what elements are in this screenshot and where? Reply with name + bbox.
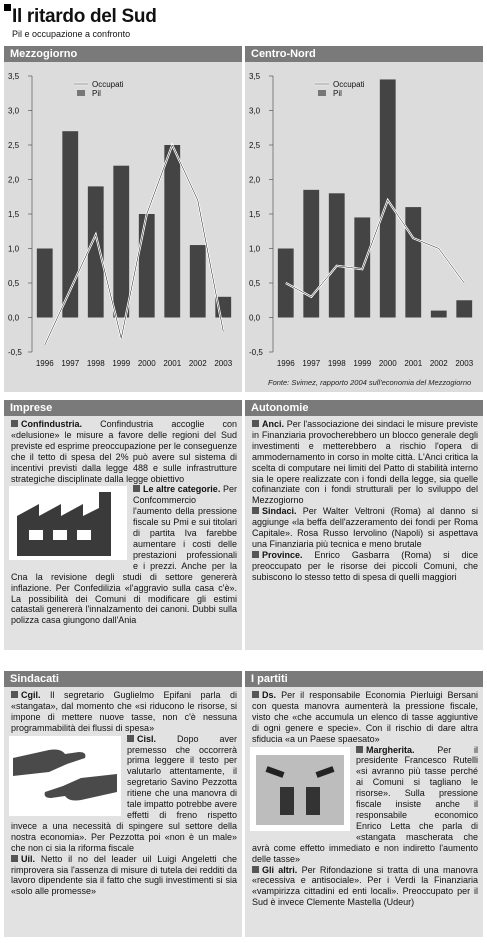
chart-title-centro-nord: Centro-Nord xyxy=(245,46,483,62)
chart-panel-mezzogiorno xyxy=(4,46,242,392)
bullet-icon xyxy=(252,551,259,558)
x-tick-label: 1999 xyxy=(112,359,131,368)
page-header xyxy=(4,4,483,44)
y-tick-label: 1,5 xyxy=(249,210,261,219)
y-tick-label: 0,5 xyxy=(249,279,261,288)
y-tick-label: 0,5 xyxy=(8,279,20,288)
paragraph-ds: Ds. Per il responsabile Economia Pierluigi Bersani con questa manovra aumenterà la pressione fiscale, visto che «che accumula un elenco di tasse aggiuntive di ogni genere e specie». Con il rischio di dare altra sfiducia «a un Paese spaesato» xyxy=(252,690,478,744)
bullet-icon xyxy=(252,691,259,698)
y-tick-label: 0,0 xyxy=(8,313,20,323)
y-tick-label: 1,0 xyxy=(249,244,261,254)
bar-pil-1997 xyxy=(303,190,319,318)
paragraph-sindaci: Sindaci. Per Walter Veltroni (Roma) al danno si aggiunge «la beffa dell'azzeramento dei fondi per Roma Capitale». Rosa Russo Iervolino (Napoli) si aspettava una Finanziaria più tecnica e meno brutale xyxy=(252,506,478,549)
paragraph-cgil: Cgil. Il segretario Guglielmo Epifani parla di «stangata», dal momento che «si riducono le risorse, si impone di mettere nuove tasse, non c'è nessuna programmabilità dei flussi di spesa» xyxy=(11,690,237,733)
section-title-autonomie: Autonomie xyxy=(245,400,483,416)
factory-illustration-icon xyxy=(9,486,127,560)
hands-illustration-icon xyxy=(9,736,121,816)
x-tick-label: 2003 xyxy=(214,359,233,368)
y-tick-label: 3,0 xyxy=(249,106,261,116)
legend-label-pil: Pil xyxy=(333,89,342,98)
section-title-partiti: I partiti xyxy=(245,671,483,687)
x-tick-label: 1996 xyxy=(35,359,54,368)
chart-panel-centro-nord xyxy=(245,46,483,392)
page-subtitle: Pil e occupazione a confronto xyxy=(12,29,131,39)
bullet-icon xyxy=(133,485,140,492)
y-tick-label: -0,5 xyxy=(8,348,22,357)
legend-swatch-pil xyxy=(77,90,85,96)
section-body-autonomie xyxy=(245,416,483,586)
bullet-icon xyxy=(11,420,18,427)
paragraph-margherita: Margherita. Per il presidente Francesco Rutelli «si avranno più tasse perché ai Comuni si tagliano le risorse». Sulla pressione fiscale insiste anche il responsabile economico Enrico Letta che parla di «stangata mascherata che avrà come effetto immediato e non indiretto l'aumento delle tasse» xyxy=(252,744,478,864)
x-tick-label: 1997 xyxy=(302,359,321,368)
bar-pil-2002 xyxy=(431,311,447,318)
x-tick-label: 2000 xyxy=(137,359,156,368)
x-tick-label: 2000 xyxy=(378,359,397,368)
y-tick-label: 1,5 xyxy=(8,210,20,219)
x-tick-label: 1997 xyxy=(61,359,80,368)
section-imprese xyxy=(4,400,242,650)
y-tick-label: 2,0 xyxy=(249,175,261,185)
paragraph-province: Province. Enrico Gasbarra (Roma) si dice preoccupato per le risorse dei piccoli Comuni, che subiscono lo stesso tetto di spesa di quelli maggiori xyxy=(252,549,478,582)
bar-pil-1998 xyxy=(88,186,104,317)
x-tick-label: 1999 xyxy=(353,359,372,368)
legend-label-occupati: Occupati xyxy=(333,80,365,89)
x-tick-label: 2003 xyxy=(455,359,474,368)
legend-label-occupati: Occupati xyxy=(92,80,124,89)
x-tick-label: 2001 xyxy=(404,359,423,368)
y-tick-label: 3,0 xyxy=(8,106,20,116)
bullet-icon xyxy=(11,691,18,698)
bar-pil-2001 xyxy=(405,207,421,317)
paragraph-altri: Gli altri. Per Rifondazione si tratta di una manovra «recessiva e antisociale». Per i Verdi la Finanziaria «vampirizza cittadini ed enti locali». Preoccupato per il Sud è invece Clemente Mastella (Udeur) xyxy=(252,864,478,908)
paragraph-cisl: Cisl. Dopo aver premesso che occorrerà prima leggere il testo per valutarlo attentamente, il segretario Savino Pezzotta ritiene che una manovra di tale impatto potrebbe avere effetti di freno rispetto invece a una necessità di spingere sul settore della nostra economia». Per Pezzotta poi «non è un male» che non ci sia la riforma fiscale xyxy=(11,733,237,853)
bullet-icon xyxy=(356,746,363,753)
x-tick-label: 2002 xyxy=(429,359,448,368)
bar-pil-2003 xyxy=(456,300,472,317)
section-partiti xyxy=(245,671,483,937)
paragraph-altre-categorie: Le altre categorie. Per Confcommercio l'aumento della pressione fiscale su Pmi e sui titolari di partita Iva farebbe aumentare i costi delle prestazioni professionali e i prezzi. Anche per la Cna la revisione degli studi di settore genererà inflazione. Per Confedilizia «l'aggravio sulla casa c'è». La possibilità dei Comuni di modificare gli estimi catastali genererà l'innalzamento dei canoni. Dubbi sulla polizza casa giungono dall'Ania xyxy=(11,484,237,626)
faces-illustration-icon xyxy=(250,747,350,831)
section-sindacati xyxy=(4,671,242,937)
y-tick-label: 1,0 xyxy=(8,244,20,254)
bar-pil-2002 xyxy=(190,245,206,317)
bullet-icon xyxy=(252,507,259,514)
chart-title-mezzogiorno: Mezzogiorno xyxy=(4,46,242,62)
paragraph-confindustria: Confindustria. Confindustria accoglie con «delusione» le misure a favore delle regioni del Sud previste ed esprime preoccupazione per le conseguenze che il tetto di spesa del 2% può avere sul sistema di incentivi previsti dalla legge 488 e sulle infrastrutture strategiche disciplinate dalla legge obiettivo xyxy=(11,419,237,484)
chart-source: Fonte: Svimez, rapporto 2004 sull'economia del Mezzogiorno xyxy=(268,378,472,387)
y-tick-label: -0,5 xyxy=(249,348,263,357)
paragraph-anci: Anci. Per l'associazione dei sindaci le misure previste in Finanziaria provocherebbero un blocco generale degli investimenti e metterebbero a rischio l'opera di ammodernamento in corso in molte città. L'Anci critica la scelta di computare nei limiti del Patto di stabilità interno sia le opere realizzate con i fondi della legge, sia quelle cofinanziate con i fondi strutturali per lo sviluppo del Mezzogiorno xyxy=(252,419,478,506)
section-title-sindacati: Sindacati xyxy=(4,671,242,687)
y-tick-label: 3,5 xyxy=(8,72,20,81)
legend-label-pil: Pil xyxy=(92,89,101,98)
bullet-icon xyxy=(252,866,259,873)
section-body-imprese xyxy=(4,416,242,629)
y-tick-label: 0,0 xyxy=(249,313,261,323)
x-tick-label: 2002 xyxy=(188,359,207,368)
bar-pil-2000 xyxy=(139,214,155,318)
x-tick-label: 1998 xyxy=(327,359,346,368)
section-body-sindacati xyxy=(4,687,242,900)
page-title: Il ritardo del Sud xyxy=(12,6,157,27)
bullet-icon xyxy=(11,855,18,862)
y-tick-label: 3,5 xyxy=(249,72,261,81)
bar-pil-1999 xyxy=(113,166,129,318)
section-autonomie xyxy=(245,400,483,650)
bar-pil-2001 xyxy=(164,145,180,318)
chart-mezzogiorno xyxy=(4,62,242,392)
section-title-imprese: Imprese xyxy=(4,400,242,416)
chart-centro-nord xyxy=(245,62,483,392)
legend-swatch-pil xyxy=(318,90,326,96)
x-tick-label: 1996 xyxy=(276,359,295,368)
section-body-partiti xyxy=(245,687,483,911)
y-tick-label: 2,5 xyxy=(249,141,261,150)
bar-pil-1996 xyxy=(37,249,53,318)
bar-pil-1998 xyxy=(329,193,345,317)
bullet-icon xyxy=(252,420,259,427)
corner-mark xyxy=(4,4,11,11)
paragraph-uil: Uil. Netto il no del leader uil Luigi Angeletti che rimprovera sia l'assenza di misure di tutela dei redditi da lavoro dipendente sia il fatto che sugli investimenti si sia «solo alle promesse» xyxy=(11,853,237,897)
x-tick-label: 1998 xyxy=(86,359,105,368)
bullet-icon xyxy=(127,735,134,742)
x-tick-label: 2001 xyxy=(163,359,182,368)
y-tick-label: 2,5 xyxy=(8,141,20,150)
y-tick-label: 2,0 xyxy=(8,175,20,185)
